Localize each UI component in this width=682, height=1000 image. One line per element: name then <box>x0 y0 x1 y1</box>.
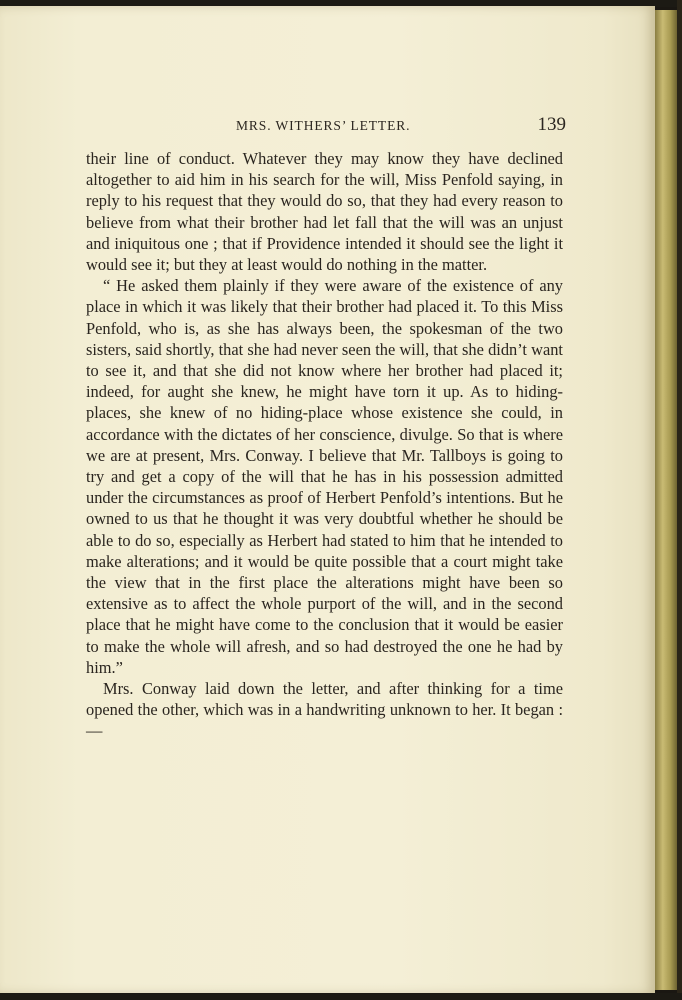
running-header <box>86 116 566 142</box>
scan-right-edge <box>677 0 682 1000</box>
body-text <box>86 148 563 742</box>
paragraph-narration: Mrs. Conway laid down the letter, and after thinking for a time opened the other, which was in a handwriting unknown to her. It began :— <box>86 679 563 741</box>
paragraph-quote: “ He asked them plainly if they were aware of the existence of any place in which it was likely that their brother had placed it. To this Miss Penfold, who is, as she has always been, the spokesman of the two sisters, said shortly, that she had never seen the will, that she didn’t want to see it, and that she did not know where her brother had placed it; indeed, for aught she knew, he might have torn it up. As to hiding-places, she knew of no hiding-place whose existence she could, in accordance with the dictates of her conscience, divulge. So that is where we are at present, Mrs. Conway. I believe that Mr. Tallboys is going to try and get a copy of the will that he has in his possession admitted under the circumstances as proof of Herbert Penfold’s intentions. But he owned to us that he thought it was very doubtful whether he should be able to do so, especially as Herbert had stated to him that he intended to make alterations; and it would be quite possible that a court might take the view that in the first place the alterations might have been so extensive as to affect the whole purport of the will, and in the second place that he might have come to the conclusion that it would be easier to make the whole will afresh, and so had destroyed the one he had by him.” <box>86 276 563 677</box>
paragraph-continuation: their line of conduct. Whatever they may know they have declined altogether to aid him in his search for the will, Miss Penfold saying, in reply to his request that they would do so, that they had every reason to believe from what their brother had let fall that the will was an unjust and iniquitous one ; that if Providence intended it should see the light it would see it; but they at least would do nothing in the matter. <box>86 149 563 275</box>
running-title: MRS. WITHERS’ LETTER. <box>236 118 411 133</box>
scan-bottom-edge <box>0 993 682 1000</box>
book-spine <box>655 10 677 990</box>
page-number: 139 <box>537 114 566 135</box>
